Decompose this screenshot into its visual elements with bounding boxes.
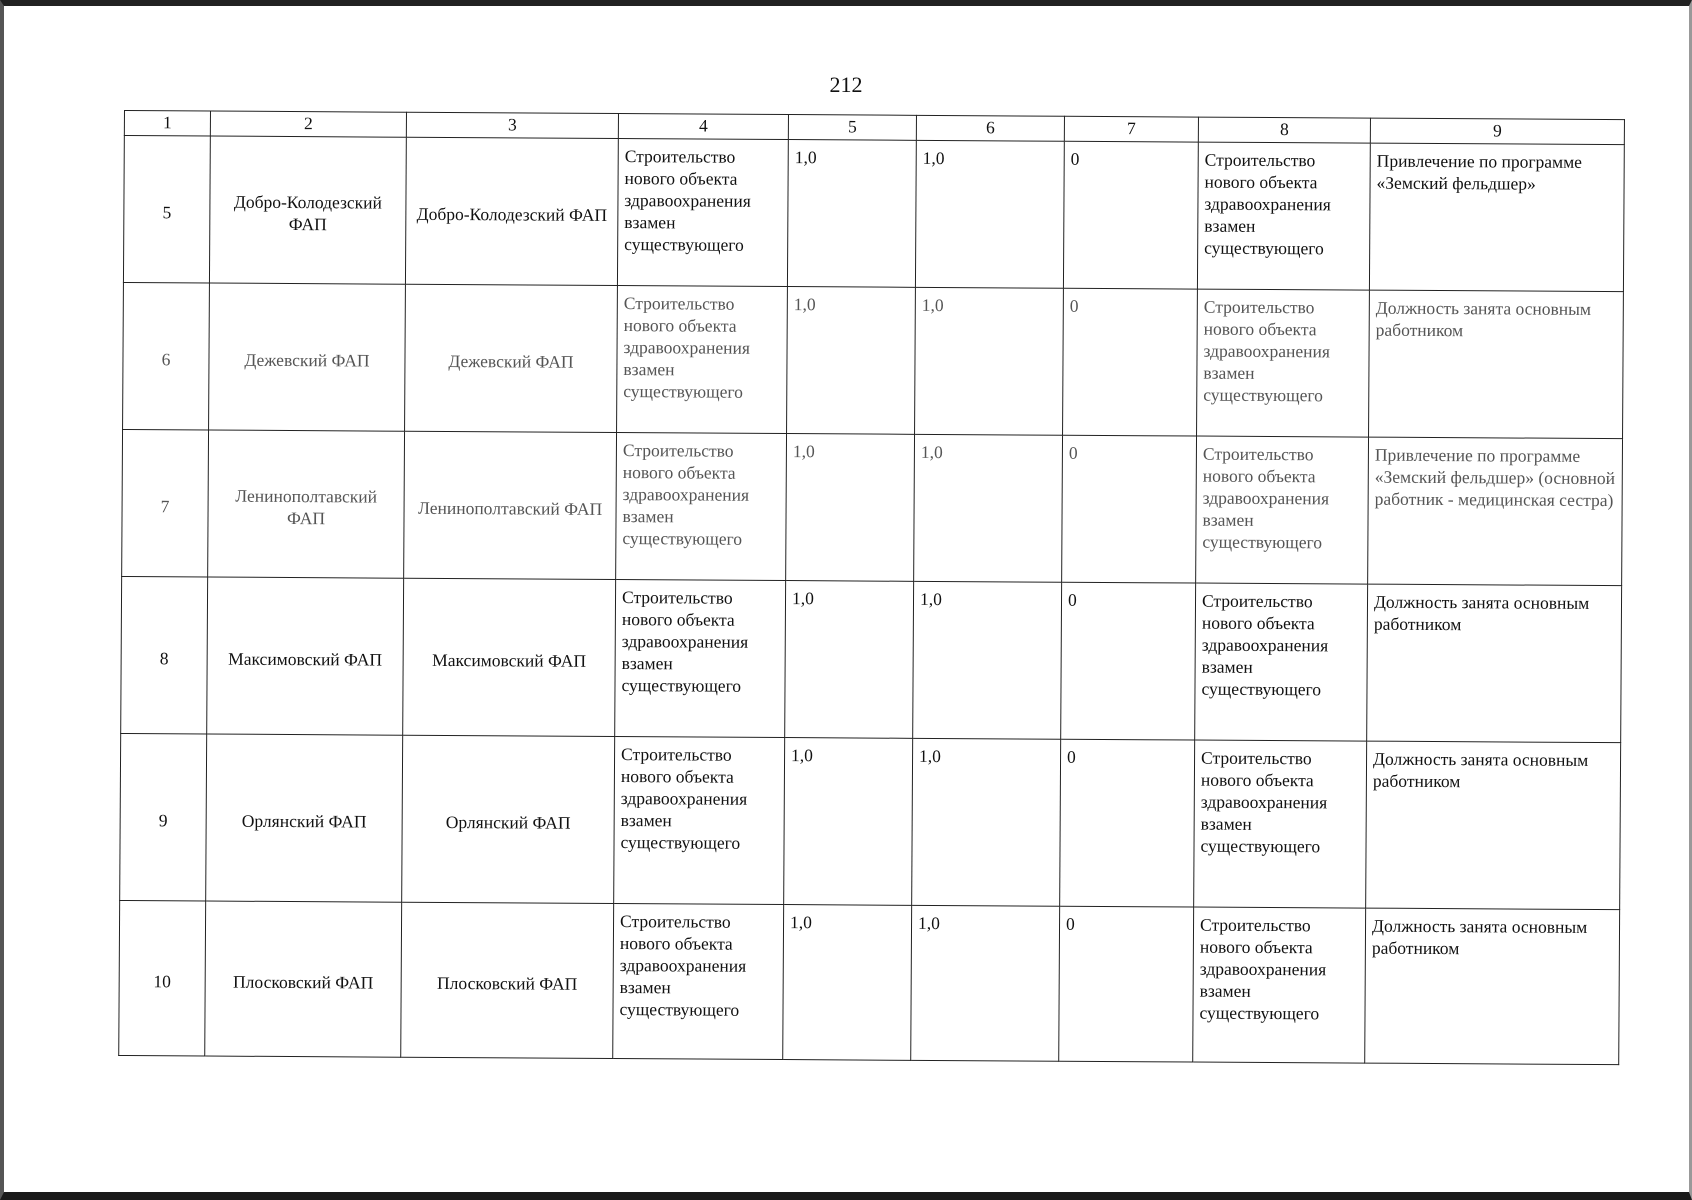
value-cell-6: 1,0 [913,581,1062,739]
action-cell: Строительство нового объекта здравоохранения взамен существующего [615,580,786,738]
value-cell-7: 0 [1059,906,1194,1062]
page-number-text: 212 [829,72,863,97]
table-row [123,282,1624,438]
value-cell-7: 0 [1061,582,1196,740]
header-cell-2: 2 [210,111,406,137]
value-cell-7: 0 [1062,435,1197,583]
table-row [121,576,1622,742]
facilities-table [118,110,1625,1065]
action-cell-8: Строительство нового объекта здравоохранения взамен существующего [1196,436,1369,584]
row-number: 6 [123,282,210,430]
staffing-cell: Должность занята основным работником [1365,908,1620,1065]
facility-name-planned: Максимовский ФАП [403,578,616,736]
value-cell-7: 0 [1063,141,1198,289]
value-cell-5: 1,0 [787,287,916,435]
action-cell-8: Строительство нового объекта здравоохранения взамен существующего [1195,583,1368,741]
row-number: 5 [123,136,210,284]
staffing-cell: Должность занята основным работником [1366,741,1621,910]
action-cell: Строительство нового объекта здравоохранения взамен существующего [616,433,787,581]
table-row [119,900,1620,1064]
header-cell-6: 6 [916,115,1064,141]
action-cell: Строительство нового объекта здравоохранения взамен существующего [617,139,788,287]
header-cell-4: 4 [618,114,788,140]
row-number: 7 [122,429,209,577]
staffing-cell: Должность занята основным работником [1367,584,1622,743]
action-cell-8: Строительство нового объекта здравоохранения взамен существующего [1197,289,1370,437]
row-number: 10 [119,900,206,1056]
value-cell-6: 1,0 [915,140,1064,288]
value-cell-7: 0 [1063,288,1198,436]
facility-name: Максимовский ФАП [207,577,404,735]
facility-name-planned: Дежевский ФАП [405,284,618,432]
value-cell-6: 1,0 [915,287,1064,435]
row-number: 9 [120,733,207,901]
row-number: 8 [121,576,208,734]
action-cell-8: Строительство нового объекта здравоохранения взамен существующего [1197,142,1370,290]
table-row [123,136,1624,292]
table-row [120,733,1621,909]
header-cell-9: 9 [1370,118,1624,145]
staffing-cell: Привлечение по программе «Земский фельдшер» (основной работник - медицинская сестра) [1368,437,1623,586]
value-cell-5: 1,0 [784,738,913,906]
value-cell-5: 1,0 [785,581,914,739]
action-cell-8: Строительство нового объекта здравоохранения взамен существующего [1194,740,1367,908]
facility-name-planned: Ленинополтавский ФАП [404,431,617,579]
facility-name-planned: Добро-Колодезский ФАП [405,137,618,285]
facility-name: Дежевский ФАП [209,283,406,431]
value-cell-6: 1,0 [914,434,1063,582]
value-cell-5: 1,0 [787,140,916,288]
staffing-cell: Привлечение по программе «Земский фельдшер» [1369,143,1624,292]
facility-name: Ленинополтавский ФАП [208,430,405,578]
facility-name-planned: Плосковский ФАП [401,902,614,1058]
header-cell-3: 3 [406,112,618,138]
value-cell-6: 1,0 [911,905,1060,1061]
staffing-cell: Должность занята основным работником [1369,290,1624,439]
header-cell-8: 8 [1198,117,1370,143]
facility-name: Орлянский ФАП [206,734,403,902]
action-cell: Строительство нового объекта здравоохранения взамен существующего [613,904,784,1060]
header-cell-7: 7 [1064,116,1198,142]
facility-name-planned: Орлянский ФАП [402,735,615,903]
value-cell-5: 1,0 [786,434,915,582]
table-row [122,429,1623,585]
header-cell-5: 5 [788,115,916,141]
value-cell-7: 0 [1060,739,1195,907]
facility-name: Добро-Колодезский ФАП [209,136,406,284]
action-cell-8: Строительство нового объекта здравоохранения взамен существующего [1193,907,1366,1063]
page-number [0,72,1692,98]
facility-name: Плосковский ФАП [205,901,402,1057]
value-cell-5: 1,0 [783,905,912,1061]
action-cell: Строительство нового объекта здравоохранения взамен существующего [614,737,785,905]
action-cell: Строительство нового объекта здравоохранения взамен существующего [617,286,788,434]
header-cell-1: 1 [124,111,210,137]
value-cell-6: 1,0 [912,738,1061,906]
